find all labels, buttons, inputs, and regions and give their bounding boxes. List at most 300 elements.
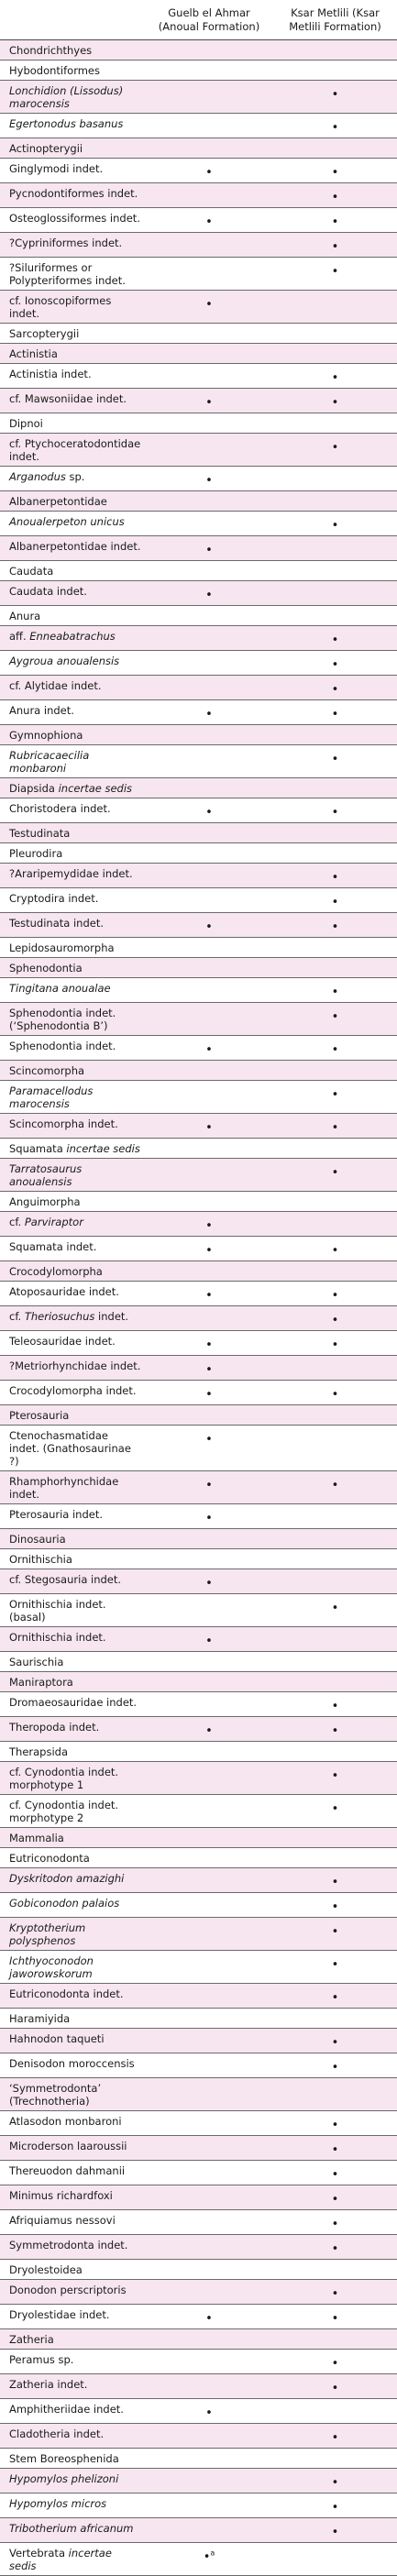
guelb-presence-cell (145, 291, 273, 324)
taxon-cell (0, 978, 145, 1003)
guelb-presence-cell (145, 1504, 273, 1529)
ksar-presence-cell (273, 1212, 397, 1237)
taxon-cell (0, 389, 145, 413)
taxon-cell (0, 40, 145, 61)
ksar-presence-cell (273, 978, 397, 1003)
ksar-presence-cell (273, 2210, 397, 2235)
table-row (0, 413, 397, 434)
guelb-presence-cell (145, 1471, 273, 1504)
taxon-text: Arganodus (9, 470, 66, 483)
ksar-presence-cell (273, 1893, 397, 1918)
table-row (0, 913, 397, 938)
guelb-presence-cell (145, 2518, 273, 2543)
table-row (0, 700, 397, 725)
guelb-presence-cell (145, 2210, 273, 2235)
table-row (0, 1405, 397, 1426)
guelb-presence-cell (145, 364, 273, 389)
taxon-text: Anura (9, 610, 41, 622)
taxon-text: Atlasodon monbaroni (9, 2115, 122, 2128)
taxon-cell (0, 2029, 145, 2053)
ksar-presence-cell (273, 2029, 397, 2053)
taxon-text: Actinopterygii (9, 142, 83, 155)
guelb-presence-cell (145, 1426, 273, 1471)
ksar-presence-cell (273, 258, 397, 291)
ksar-presence-cell (273, 913, 397, 938)
guelb-presence-cell (145, 1061, 273, 1081)
table-row (0, 40, 397, 61)
taxon-text: Dyskritodon amazighi (9, 1872, 125, 1885)
taxon-text: Mammalia (9, 1832, 64, 1844)
presence-bullet: • (331, 1043, 339, 1057)
taxon-text: Tarratosaurus anoualensis (9, 1162, 83, 1188)
taxon-text: Dinosauria (9, 1533, 66, 1546)
ksar-presence-cell (273, 324, 397, 344)
ksar-presence-cell (273, 2399, 397, 2424)
taxon-cell (0, 938, 145, 958)
taxon-text: Tingitana anoualae (9, 982, 111, 995)
ksar-presence-cell (273, 291, 397, 324)
ksar-presence-cell (273, 1692, 397, 1717)
presence-bullet: • (331, 2287, 339, 2301)
table-row (0, 2136, 397, 2161)
table-row (0, 1951, 397, 1984)
taxon-text: Scincomorpha (9, 1064, 85, 1077)
ksar-presence-cell (273, 536, 397, 561)
taxon-text: Gymnophiona (9, 729, 83, 742)
taxon-cell (0, 1114, 145, 1139)
presence-bullet: • (331, 985, 339, 999)
taxon-cell (0, 2280, 145, 2305)
presence-bullet: • (331, 1244, 339, 1258)
guelb-presence-cell (145, 183, 273, 208)
presence-bullet: • (205, 2312, 213, 2326)
taxon-text: Tribotherium africanum (9, 2522, 134, 2535)
presence-bullet: • (331, 1338, 339, 1352)
presence-bullet: • (331, 658, 339, 672)
taxon-cell (0, 2260, 145, 2280)
ksar-presence-cell (273, 778, 397, 798)
guelb-presence-cell (145, 2009, 273, 2029)
taxon-text: Enneabatrachus (29, 630, 116, 643)
table-row (0, 61, 397, 81)
taxon-cell (0, 606, 145, 626)
table-row (0, 1212, 397, 1237)
taxon-text: Haramiyida (9, 2012, 71, 2025)
guelb-presence-cell (145, 1282, 273, 1306)
taxon-text: cf. (9, 1216, 25, 1228)
taxon-cell (0, 958, 145, 978)
taxon-text: Egertonodus basanus (9, 117, 124, 130)
presence-bullet: • (331, 1991, 339, 2005)
guelb-presence-cell (145, 434, 273, 467)
table-row (0, 2161, 397, 2185)
presence-bullet: • (331, 1769, 339, 1783)
taxon-text: aff. (9, 630, 30, 643)
taxon-cell (0, 1868, 145, 1893)
presence-bullet: • (331, 2119, 339, 2132)
guelb-presence-cell (145, 725, 273, 745)
table-row (0, 291, 397, 324)
ksar-presence-cell (273, 2329, 397, 2350)
guelb-presence-cell (145, 1529, 273, 1549)
presence-bullet: • (205, 1219, 213, 1233)
table-row (0, 2399, 397, 2424)
taxon-text: Lepidosauromorpha (9, 941, 115, 954)
taxon-text: cf. (9, 1310, 25, 1323)
table-row (0, 676, 397, 700)
taxon-text: Crocodylomorpha (9, 1265, 103, 1278)
guelb-presence-cell (145, 913, 273, 938)
ksar-presence-cell (273, 2305, 397, 2329)
ksar-presence-cell (273, 2111, 397, 2136)
taxon-cell (0, 2543, 145, 2576)
ksar-presence-cell (273, 1159, 397, 1192)
presence-bullet: • (331, 1700, 339, 1713)
taxon-text: ?Siluriformes or Polypteriformes indet. (9, 261, 126, 287)
ksar-presence-cell (273, 1426, 397, 1471)
presence-bullet: • (205, 2406, 213, 2420)
ksar-presence-cell (273, 1984, 397, 2009)
presence-bullet: • (205, 806, 213, 820)
ksar-presence-cell (273, 2350, 397, 2374)
guelb-presence-cell (145, 1237, 273, 1261)
header-ksar-metlili: Ksar Metlili (Ksar Metlili Formation) (273, 0, 397, 40)
table-row (0, 2374, 397, 2399)
guelb-presence-cell (145, 2185, 273, 2210)
taxon-text: Theropoda indet. (9, 1721, 100, 1734)
footnote-mark: a (210, 2548, 215, 2558)
presence-bullet: • (331, 871, 339, 885)
taxon-text: ‘Symmetrodonta’ (Trechnotheria) (9, 2082, 102, 2108)
ksar-presence-cell (273, 2009, 397, 2029)
guelb-presence-cell (145, 2161, 273, 2185)
table-row (0, 536, 397, 561)
table-row (0, 626, 397, 651)
table-row (0, 1918, 397, 1951)
guelb-presence-cell (145, 208, 273, 233)
taxon-cell (0, 888, 145, 913)
taxon-cell (0, 626, 145, 651)
presence-bullet: • (331, 2193, 339, 2207)
ksar-presence-cell (273, 888, 397, 913)
guelb-presence-cell (145, 2260, 273, 2280)
taxon-cell (0, 1672, 145, 1692)
ksar-presence-cell (273, 2078, 397, 2111)
table-row (0, 1081, 397, 1114)
taxon-text: incertae sedis (66, 1142, 140, 1155)
guelb-presence-cell (145, 2469, 273, 2493)
guelb-presence-cell (145, 1036, 273, 1061)
taxon-cell (0, 1306, 145, 1331)
taxon-cell (0, 2493, 145, 2518)
taxon-cell (0, 823, 145, 843)
ksar-presence-cell (273, 1237, 397, 1261)
ksar-presence-cell (273, 81, 397, 114)
taxon-text: Pycnodontiformes indet. (9, 187, 138, 200)
presence-bullet: • (205, 589, 213, 602)
taxon-text: Zatheria (9, 2333, 54, 2346)
ksar-presence-cell (273, 1114, 397, 1139)
ksar-presence-cell (273, 114, 397, 138)
taxon-text: Eutriconodonta indet. (9, 1987, 124, 2000)
ksar-presence-cell (273, 938, 397, 958)
ksar-presence-cell (273, 651, 397, 676)
taxon-cell (0, 1261, 145, 1282)
taxon-cell (0, 581, 145, 606)
presence-bullet: • (331, 1724, 339, 1738)
ksar-presence-cell (273, 434, 397, 467)
ksar-presence-cell (273, 413, 397, 434)
guelb-presence-cell (145, 536, 273, 561)
taxon-cell (0, 2078, 145, 2111)
taxon-cell (0, 2053, 145, 2078)
taxon-cell (0, 1951, 145, 1984)
taxon-text: Afriquiamus nessovi (9, 2214, 116, 2227)
taxon-text: Hypomylos phelizoni (9, 2472, 119, 2485)
taxon-text: Zatheria indet. (9, 2378, 88, 2391)
guelb-presence-cell (145, 1868, 273, 1893)
presence-bullet: • (205, 1512, 213, 1525)
table-row (0, 1139, 397, 1159)
table-row (0, 1306, 397, 1331)
ksar-presence-cell (273, 2136, 397, 2161)
table-row (0, 389, 397, 413)
taxon-cell (0, 1159, 145, 1192)
ksar-presence-cell (273, 1261, 397, 1282)
taxon-cell (0, 561, 145, 581)
table-row (0, 1003, 397, 1036)
guelb-presence-cell (145, 512, 273, 536)
taxon-text: Saurischia (9, 1656, 64, 1668)
taxon-cell (0, 2329, 145, 2350)
ksar-presence-cell (273, 2374, 397, 2399)
taxon-text: Minimus richardfoxi (9, 2189, 113, 2202)
ksar-presence-cell (273, 843, 397, 864)
guelb-presence-cell (145, 561, 273, 581)
guelb-presence-cell (145, 1356, 273, 1381)
taxon-text: Kryptotherium polysphenos (9, 1921, 86, 1947)
presence-bullet: • (205, 1433, 213, 1447)
taxon-text: Choristodera indet. (9, 802, 111, 815)
guelb-presence-cell (145, 2029, 273, 2053)
taxon-text: Caudata indet. (9, 585, 87, 598)
taxon-cell (0, 413, 145, 434)
taxon-cell (0, 258, 145, 291)
table-row (0, 2053, 397, 2078)
ksar-presence-cell (273, 2235, 397, 2260)
guelb-presence-cell (145, 1951, 273, 1984)
guelb-presence-cell (145, 778, 273, 798)
presence-bullet: • (205, 920, 213, 934)
ksar-presence-cell (273, 1081, 397, 1114)
guelb-presence-cell (145, 1672, 273, 1692)
taxon-cell (0, 1529, 145, 1549)
guelb-presence-cell (145, 1717, 273, 1742)
presence-bullet: • (331, 2476, 339, 2490)
ksar-presence-cell (273, 1306, 397, 1331)
taxon-cell (0, 344, 145, 364)
table-row (0, 1549, 397, 1569)
taxon-cell (0, 512, 145, 536)
ksar-presence-cell (273, 581, 397, 606)
taxon-cell (0, 1081, 145, 1114)
ksar-presence-cell (273, 183, 397, 208)
guelb-presence-cell (145, 2374, 273, 2399)
guelb-presence-cell (145, 413, 273, 434)
presence-bullet: • (331, 2312, 339, 2326)
ksar-presence-cell (273, 389, 397, 413)
presence-bullet: • (331, 1958, 339, 1972)
guelb-presence-cell (145, 2078, 273, 2111)
taxon-cell (0, 2350, 145, 2374)
ksar-presence-cell (273, 1471, 397, 1504)
taxon-text: Hybodontiformes (9, 64, 100, 77)
taxon-cell (0, 2449, 145, 2469)
taxon-cell (0, 2305, 145, 2329)
ksar-presence-cell (273, 626, 397, 651)
presence-bullet: • (205, 544, 213, 557)
table-row (0, 2009, 397, 2029)
ksar-presence-cell (273, 138, 397, 159)
taxon-text: Rhamphorhynchidae indet. (9, 1475, 119, 1501)
guelb-presence-cell (145, 1569, 273, 1594)
guelb-presence-cell (145, 1306, 273, 1331)
table-row (0, 958, 397, 978)
ksar-presence-cell (273, 1742, 397, 1762)
table-row (0, 1692, 397, 1717)
table-row (0, 1331, 397, 1356)
guelb-presence-cell (145, 2449, 273, 2469)
ksar-presence-cell (273, 745, 397, 778)
taxon-cell (0, 2009, 145, 2029)
taxon-cell (0, 434, 145, 467)
taxon-text: ?Araripemydidae indet. (9, 867, 133, 880)
taxon-cell (0, 1139, 145, 1159)
table-row (0, 512, 397, 536)
ksar-presence-cell (273, 1356, 397, 1381)
presence-bullet: • (331, 519, 339, 533)
table-row (0, 1237, 397, 1261)
taxon-text: Ornithischia indet. (9, 1631, 106, 1644)
table-row (0, 1159, 397, 1192)
ksar-presence-cell (273, 1282, 397, 1306)
table-row (0, 2493, 397, 2518)
guelb-presence-cell (145, 888, 273, 913)
guelb-presence-cell (145, 2235, 273, 2260)
presence-bullet: • (331, 240, 339, 254)
taxon-cell (0, 843, 145, 864)
presence-bullet: • (205, 1289, 213, 1303)
guelb-presence-cell (145, 1192, 273, 1212)
guelb-presence-cell (145, 1003, 273, 1036)
taxon-cell (0, 233, 145, 258)
table-row (0, 651, 397, 676)
taxon-text: Parviraptor (24, 1216, 83, 1228)
taxon-text: Donodon perscriptoris (9, 2284, 127, 2296)
taxon-text: Ichthyoconodon jaworowskorum (9, 1954, 94, 1980)
ksar-presence-cell (273, 1652, 397, 1672)
taxon-text: Eutriconodonta (9, 1852, 90, 1865)
table-row (0, 2210, 397, 2235)
taxon-text: ?Metriorhynchidae indet. (9, 1360, 141, 1372)
taxon-text: Diapsida (9, 782, 59, 795)
guelb-presence-cell (145, 1795, 273, 1828)
ksar-presence-cell (273, 233, 397, 258)
taxon-cell (0, 324, 145, 344)
taxon-cell (0, 913, 145, 938)
guelb-presence-cell (145, 1918, 273, 1951)
presence-bullet: • (331, 1388, 339, 1402)
taxon-text: Symmetrodonta indet. (9, 2239, 128, 2251)
taxon-cell (0, 1569, 145, 1594)
presence-bullet: • (331, 191, 339, 204)
taxon-cell (0, 2111, 145, 2136)
ksar-presence-cell (273, 1762, 397, 1795)
presence-bullet: • (331, 2382, 339, 2395)
table-row (0, 1114, 397, 1139)
taxon-text: Cryptodira indet. (9, 892, 99, 905)
ksar-presence-cell (273, 1331, 397, 1356)
taxon-text: Stem Boreosphenida (9, 2452, 119, 2465)
taxon-text: Amphitheriidae indet. (9, 2403, 124, 2416)
taxon-cell (0, 1828, 145, 1848)
table-row (0, 1594, 397, 1627)
taxon-text: Cladotheria indet. (9, 2427, 105, 2440)
taxon-text: Hypomylos micros (9, 2497, 107, 2510)
table-header (0, 0, 397, 40)
table-row (0, 1848, 397, 1868)
guelb-presence-cell (145, 581, 273, 606)
presence-bullet: • (331, 265, 339, 279)
taxon-cell (0, 467, 145, 491)
taxon-cell (0, 1627, 145, 1652)
table-row (0, 1381, 397, 1405)
taxon-text: Ornithischia indet. (basal) (9, 1598, 106, 1624)
guelb-presence-cell (145, 1594, 273, 1627)
guelb-presence-cell (145, 978, 273, 1003)
ksar-presence-cell (273, 1717, 397, 1742)
ksar-presence-cell (273, 2280, 397, 2305)
taxon-text: Crocodylomorpha indet. (9, 1384, 137, 1397)
presence-bullet: • (331, 1602, 339, 1615)
table-row (0, 81, 397, 114)
presence-bullet: • (331, 633, 339, 647)
table-row (0, 1828, 397, 1848)
presence-bullet: • (331, 1314, 339, 1327)
presence-bullet: • (331, 2242, 339, 2256)
guelb-presence-cell (145, 2136, 273, 2161)
taxon-cell (0, 491, 145, 512)
taxon-cell (0, 1742, 145, 1762)
table-row (0, 344, 397, 364)
presence-bullet: • (205, 396, 213, 410)
ksar-presence-cell (273, 1868, 397, 1893)
presence-bullet: • (205, 1479, 213, 1492)
table-row (0, 2029, 397, 2053)
taxon-text: cf. Ionoscopiformes indet. (9, 294, 112, 320)
guelb-presence-cell (145, 324, 273, 344)
guelb-presence-cell (145, 61, 273, 81)
table-row (0, 1762, 397, 1795)
taxon-cell (0, 1237, 145, 1261)
taxon-text: Squamata indet. (9, 1240, 97, 1253)
table-row (0, 606, 397, 626)
presence-bullet: • (203, 2550, 211, 2564)
guelb-presence-cell (145, 2543, 273, 2576)
table-row (0, 1356, 397, 1381)
table-row (0, 1627, 397, 1652)
table-row (0, 2424, 397, 2449)
